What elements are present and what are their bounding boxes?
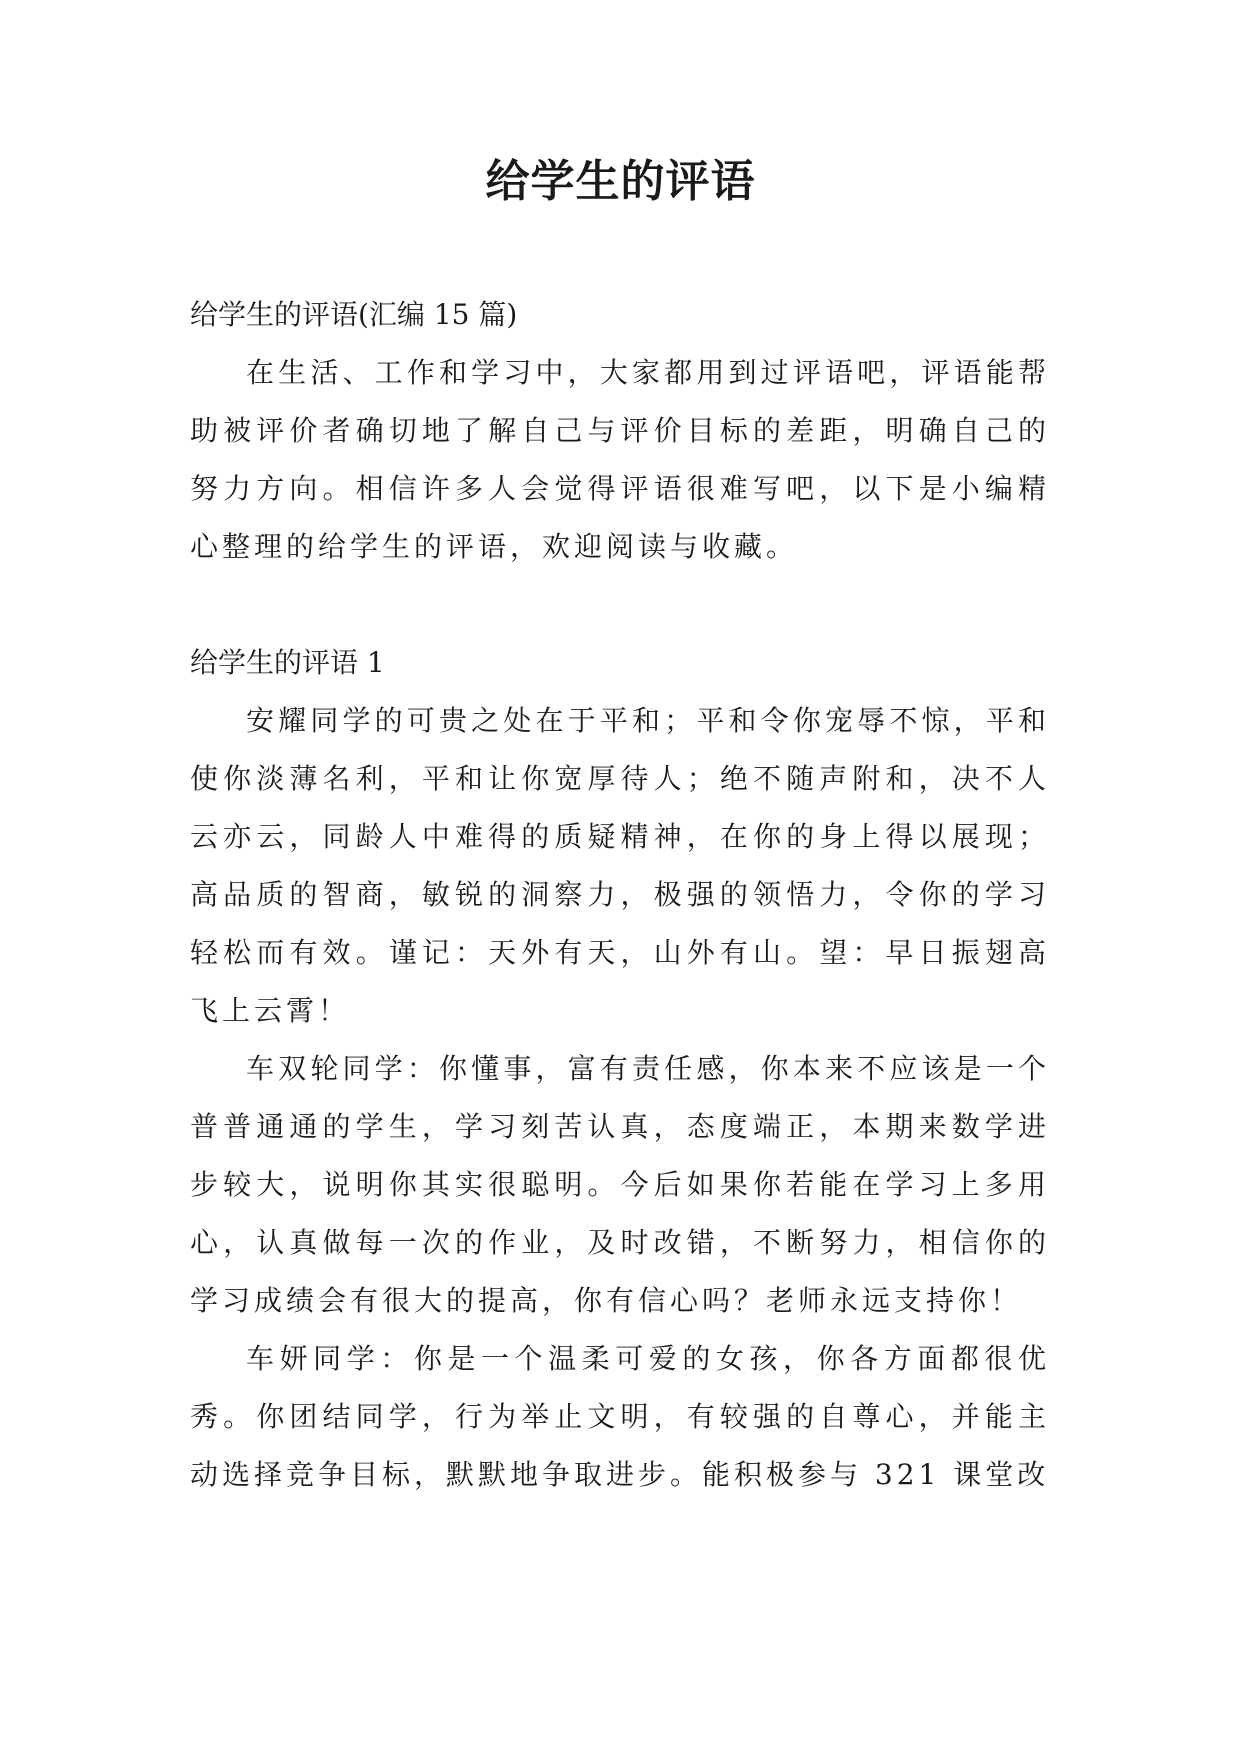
intro-heading: 给学生的评语(汇编 15 篇) <box>190 298 518 331</box>
comment-paragraph: 车双轮同学：你懂事，富有责任感，你本来不应该是一个普普通通的学生，学习刻苦认真，态度端正，本期来数学进步较大，说明你其实很聪明。今后如果你若能在学习上多用心，认真做每一次的作业，及时改错，不断努力，相信你的学习成绩会有很大的提高，你有信心吗？老师永远支持你！ <box>190 1052 1050 1317</box>
comment-paragraph: 安耀同学的可贵之处在于平和；平和令你宠辱不惊，平和使你淡薄名利，平和让你宽厚待人；绝不随声附和，决不人云亦云，同龄人中难得的质疑精神，在你的身上得以展现；高品质的智商，敏锐的洞察力，极强的领悟力，令你的学习轻松而有效。谨记：天外有天，山外有山。望：早日振翅高飞上云霄！ <box>190 704 1050 1027</box>
intro-paragraph: 在生活、工作和学习中，大家都用到过评语吧，评语能帮助被评价者确切地了解自己与评价目标的差距，明确自己的努力方向。相信许多人会觉得评语很难写吧，以下是小编精心整理的给学生的评语，欢迎阅读与收藏。 <box>190 356 1050 563</box>
comment-paragraph: 车妍同学：你是一个温柔可爱的女孩，你各方面都很优秀。你团结同学，行为举止文明，有较强的自尊心，并能主动选择竞争目标，默默地争取进步。能积极参与 321 课堂改 <box>190 1342 1050 1491</box>
document-title: 给学生的评语 <box>485 156 756 207</box>
document-body <box>190 286 1050 1504</box>
section-heading: 给学生的评语 1 <box>190 646 385 679</box>
section-spacer <box>190 576 1050 634</box>
